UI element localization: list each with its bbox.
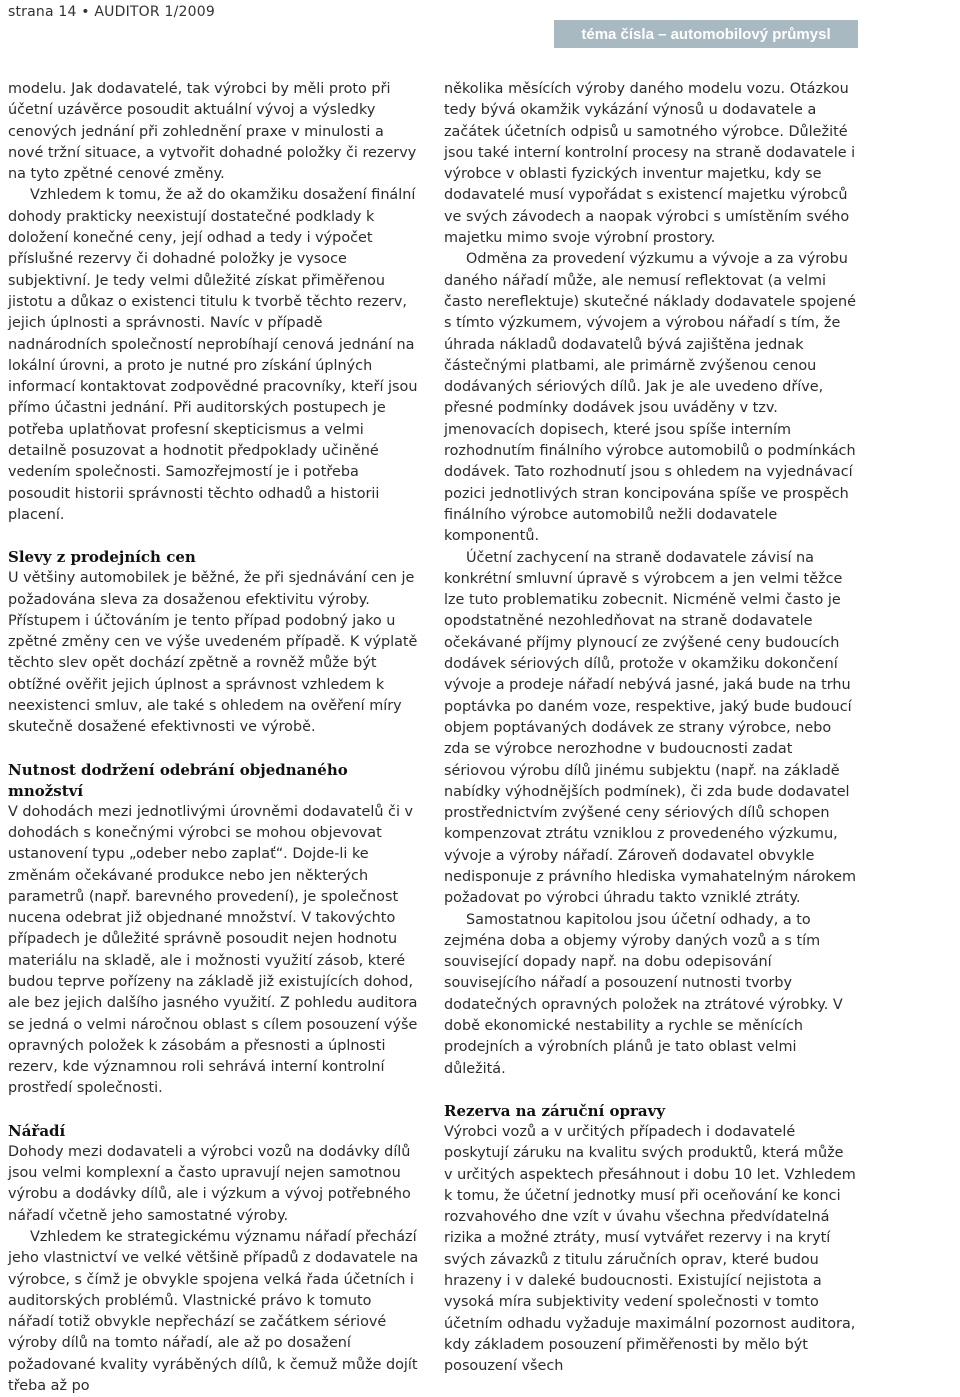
right-column <box>444 79 856 1378</box>
paragraph: Účetní zachycení na straně dodavatele závisí na konkrétní smluvní úpravě s výrobcem a jen velmi těžce lze tuto problematiku zobecnit. Nicméně velmi často je opodstatněné nezohledňovat na straně dodavatele očekávané příjmy plynoucí ze zvýšené ceny budoucích dodávek sériových dílů, protože v okamžiku dokončení vývoje a prodeje nářadí nebývá jasné, jaká bude na trhu poptávka po daném voze, respektive, jaký bude budoucí objem poptávaných dodávek ze strany výrobce, nebo zda se výrobce nerozhodne v budoucnosti zadat sériovou výrobu dílů jinému subjektu (např. na základě nabídky výhodnějších podmínek), či zda bude dodavatel prostřednictvím zvýšené ceny sériových dílů schopen kompenzovat ztrátu vzniklou z provedeného výzkumu, vývoje a výroby nářadí. Zároveň dodavatel obvykle nedisponuje z právního hlediska vymahatelným nárokem požadovat po výrobci úhradu takto vzniklé ztráty. <box>444 549 856 907</box>
paragraph: Vzhledem k tomu, že až do okamžiku dosažení finální dohody prakticky neexistují dostatečné podklady k doložení konečné ceny, její odhad a tedy i výpočet příslušné rezervy či dohadné položky je vysoce subjektivní. Je tedy velmi důležité získat přiměřenou jistotu a důkaz o existenci titulu k tvorbě těchto rezerv, jejich úplnosti a správnosti. Navíc v případě nadnárodních společností neprobíhají cenová jednání na lokální úrovni, a proto je nutné pro získání úplných informací kontaktovat zodpovědné pracovníky, kteří jsou přímo účastni jednání. Při auditorských postupech je potřeba uplatňovat profesní skepticismus a velmi detailně posuzovat a hodnotit předpoklady učiněné vedením společnosti. Samozřejmostí je i potřeba posoudit historii správnosti těchto odhadů a historii placení. <box>8 187 418 523</box>
left-column <box>8 79 420 1397</box>
paragraph: V dohodách mezi jednotlivými úrovněmi dodavatelů či v dohodách s konečnými výrobci se mohou objevovat ustanovení typu „odeber nebo zaplať“. Dojde-li ke změnám očekávané produkce nebo jen některých parametrů (např. barevného provedení), je společnost nucena odebrat již objednané množství. V takovýchto případech je důležité správně posoudit nejen hodnotu materiálu na skladě, ale i možnosti využití zásob, které budou teprve pořízeny na základě již existujících dohod, ale bez jejich dalšího jasného využití. Z pohledu auditora se jedná o velmi náročnou oblast s cílem posouzení výše opravných položek k zásobám a přesnosti a úplnosti rezerv, kde významnou roli sehrává interní kontrolní prostředí společnosti. <box>8 803 418 1097</box>
section-heading: Nutnost dodržení odebrání objednaného množství <box>8 760 348 800</box>
paragraph: Samostatnou kapitolou jsou účetní odhady, a to zejména doba a objemy výroby daných vozů a s tím související dopady např. na dobu odepisování souvisejícího nářadí a posouzení nutnosti tvorby dodatečných opravných položek na ztrátové výrobky. V době ekonomické nestability a rychle se měnících prodejních a výrobních plánů je tato oblast velmi důležitá. <box>444 911 843 1077</box>
section-banner: téma čísla – automobilový průmysl <box>554 20 858 48</box>
paragraph: U většiny automobilek je běžné, že při sjednávání cen je požadována sleva za dosaženou efektivitu výroby. Přístupem i účtováním je tento případ podobný jako u zpětné změny cen ve výše uvedeném případě. K výplatě těchto slev opět dochází zpětně a rovněž může být obtížné ověřit jejich úplnost a správnost vzhledem k neexistenci smluv, ale také s ohledem na ověření míry skutečně dosažené efektivnosti ve výrobě. <box>8 570 418 736</box>
paragraph: několika měsících výroby daného modelu vozu. Otázkou tedy bývá okamžik vykázání výnosů u dodavatele a začátek účetních odpisů u samotného výrobce. Důležité jsou také interní kontrolní procesy na straně dodavatele i výrobce v oblasti fyzických inventur majetku, kdy se dodavatelé musí vypořádat s existencí majetku výrobců ve svých závodech a naopak výrobci s umístěním svého majetku mimo svoje výrobní prostory. <box>444 81 856 247</box>
paragraph: Dohody mezi dodavateli a výrobci vozů na dodávky dílů jsou velmi komplexní a často upravují nejen samotnou výrobu a dodávky dílů, ale i výzkum a vývoj potřebného nářadí včetně jeho samostatné výroby. <box>8 1143 411 1224</box>
section-heading: Nářadí <box>8 1121 66 1140</box>
paragraph: Vzhledem ke strategickému významu nářadí přechází jeho vlastnictví ve velké většině případů z dodavatele na výrobce, s čímž je obvykle spojena velká řada účetních i auditorských problémů. Vlastnické právo k tomuto nářadí totiž obvykle nepřechází se začátkem sériové výroby dílů na tomto nářadí, ale až po dosažení požadované kvality vyráběných dílů, k čemuž může dojít třeba až po <box>8 1228 419 1395</box>
section-heading: Slevy z prodejních cen <box>8 548 196 567</box>
paragraph: modelu. Jak dodavatelé, tak výrobci by měli proto při účetní uzávěrce posoudit aktuální vývoj a výsledky cenových jednání při zohlednění praxe v minulosti a nové tržní situace, a vytvořit dohadné položky či rezervy na tyto zpětné cenové změny. <box>8 81 417 183</box>
paragraph: Výrobci vozů a v určitých případech i dodavatelé poskytují záruku na kvalitu svých produktů, která může v určitých aspektech přesáhnout i dobu 10 let. Vzhledem k tomu, že účetní jednotky musí při oceňování ke konci rozvahového dne vzít v úvahu všechna předvídatelná rizika a možné ztráty, musí vytvářet rezervy i na krytí svých závazků z titulu záručních oprav, které budou hrazeny i v daleké budoucnosti. Existující nejistota a vysoká míra subjektivity vedení společnosti v tomto účetním odhadu vyžaduje maximální pozornost auditora, kdy základem posouzení přiměřenosti by mělo být posouzení všech <box>444 1123 856 1375</box>
section-heading: Rezerva na záruční opravy <box>444 1101 666 1120</box>
page-label: strana 14 • AUDITOR 1/2009 <box>8 4 215 20</box>
paragraph: Odměna za provedení výzkumu a vývoje a za výrobu daného nářadí může, ale nemusí reflektovat (a velmi často nereflektuje) skutečné náklady dodavatele spojené s tímto výzkumem, vývojem a výrobou nářadí s tím, že úhrada nákladů dodavatelů bývá zajištěna jednak částečnými platbami, ale primárně zvýšenou cenou dodávaných sériových dílů. Jak je ale uvedeno dříve, přesné podmínky dodávek jsou uváděny v tzv. jmenovacích dopisech, které jsou spíše interním rozhodnutím finálního výrobce automobilů o podmínkách dodávek. Tato rozhodnutí jsou s ohledem na vyjednávací pozici jednotlivých stran koncipována spíše ve prospěch finálního výrobce automobilů nežli dodavatele komponentů. <box>444 251 856 545</box>
